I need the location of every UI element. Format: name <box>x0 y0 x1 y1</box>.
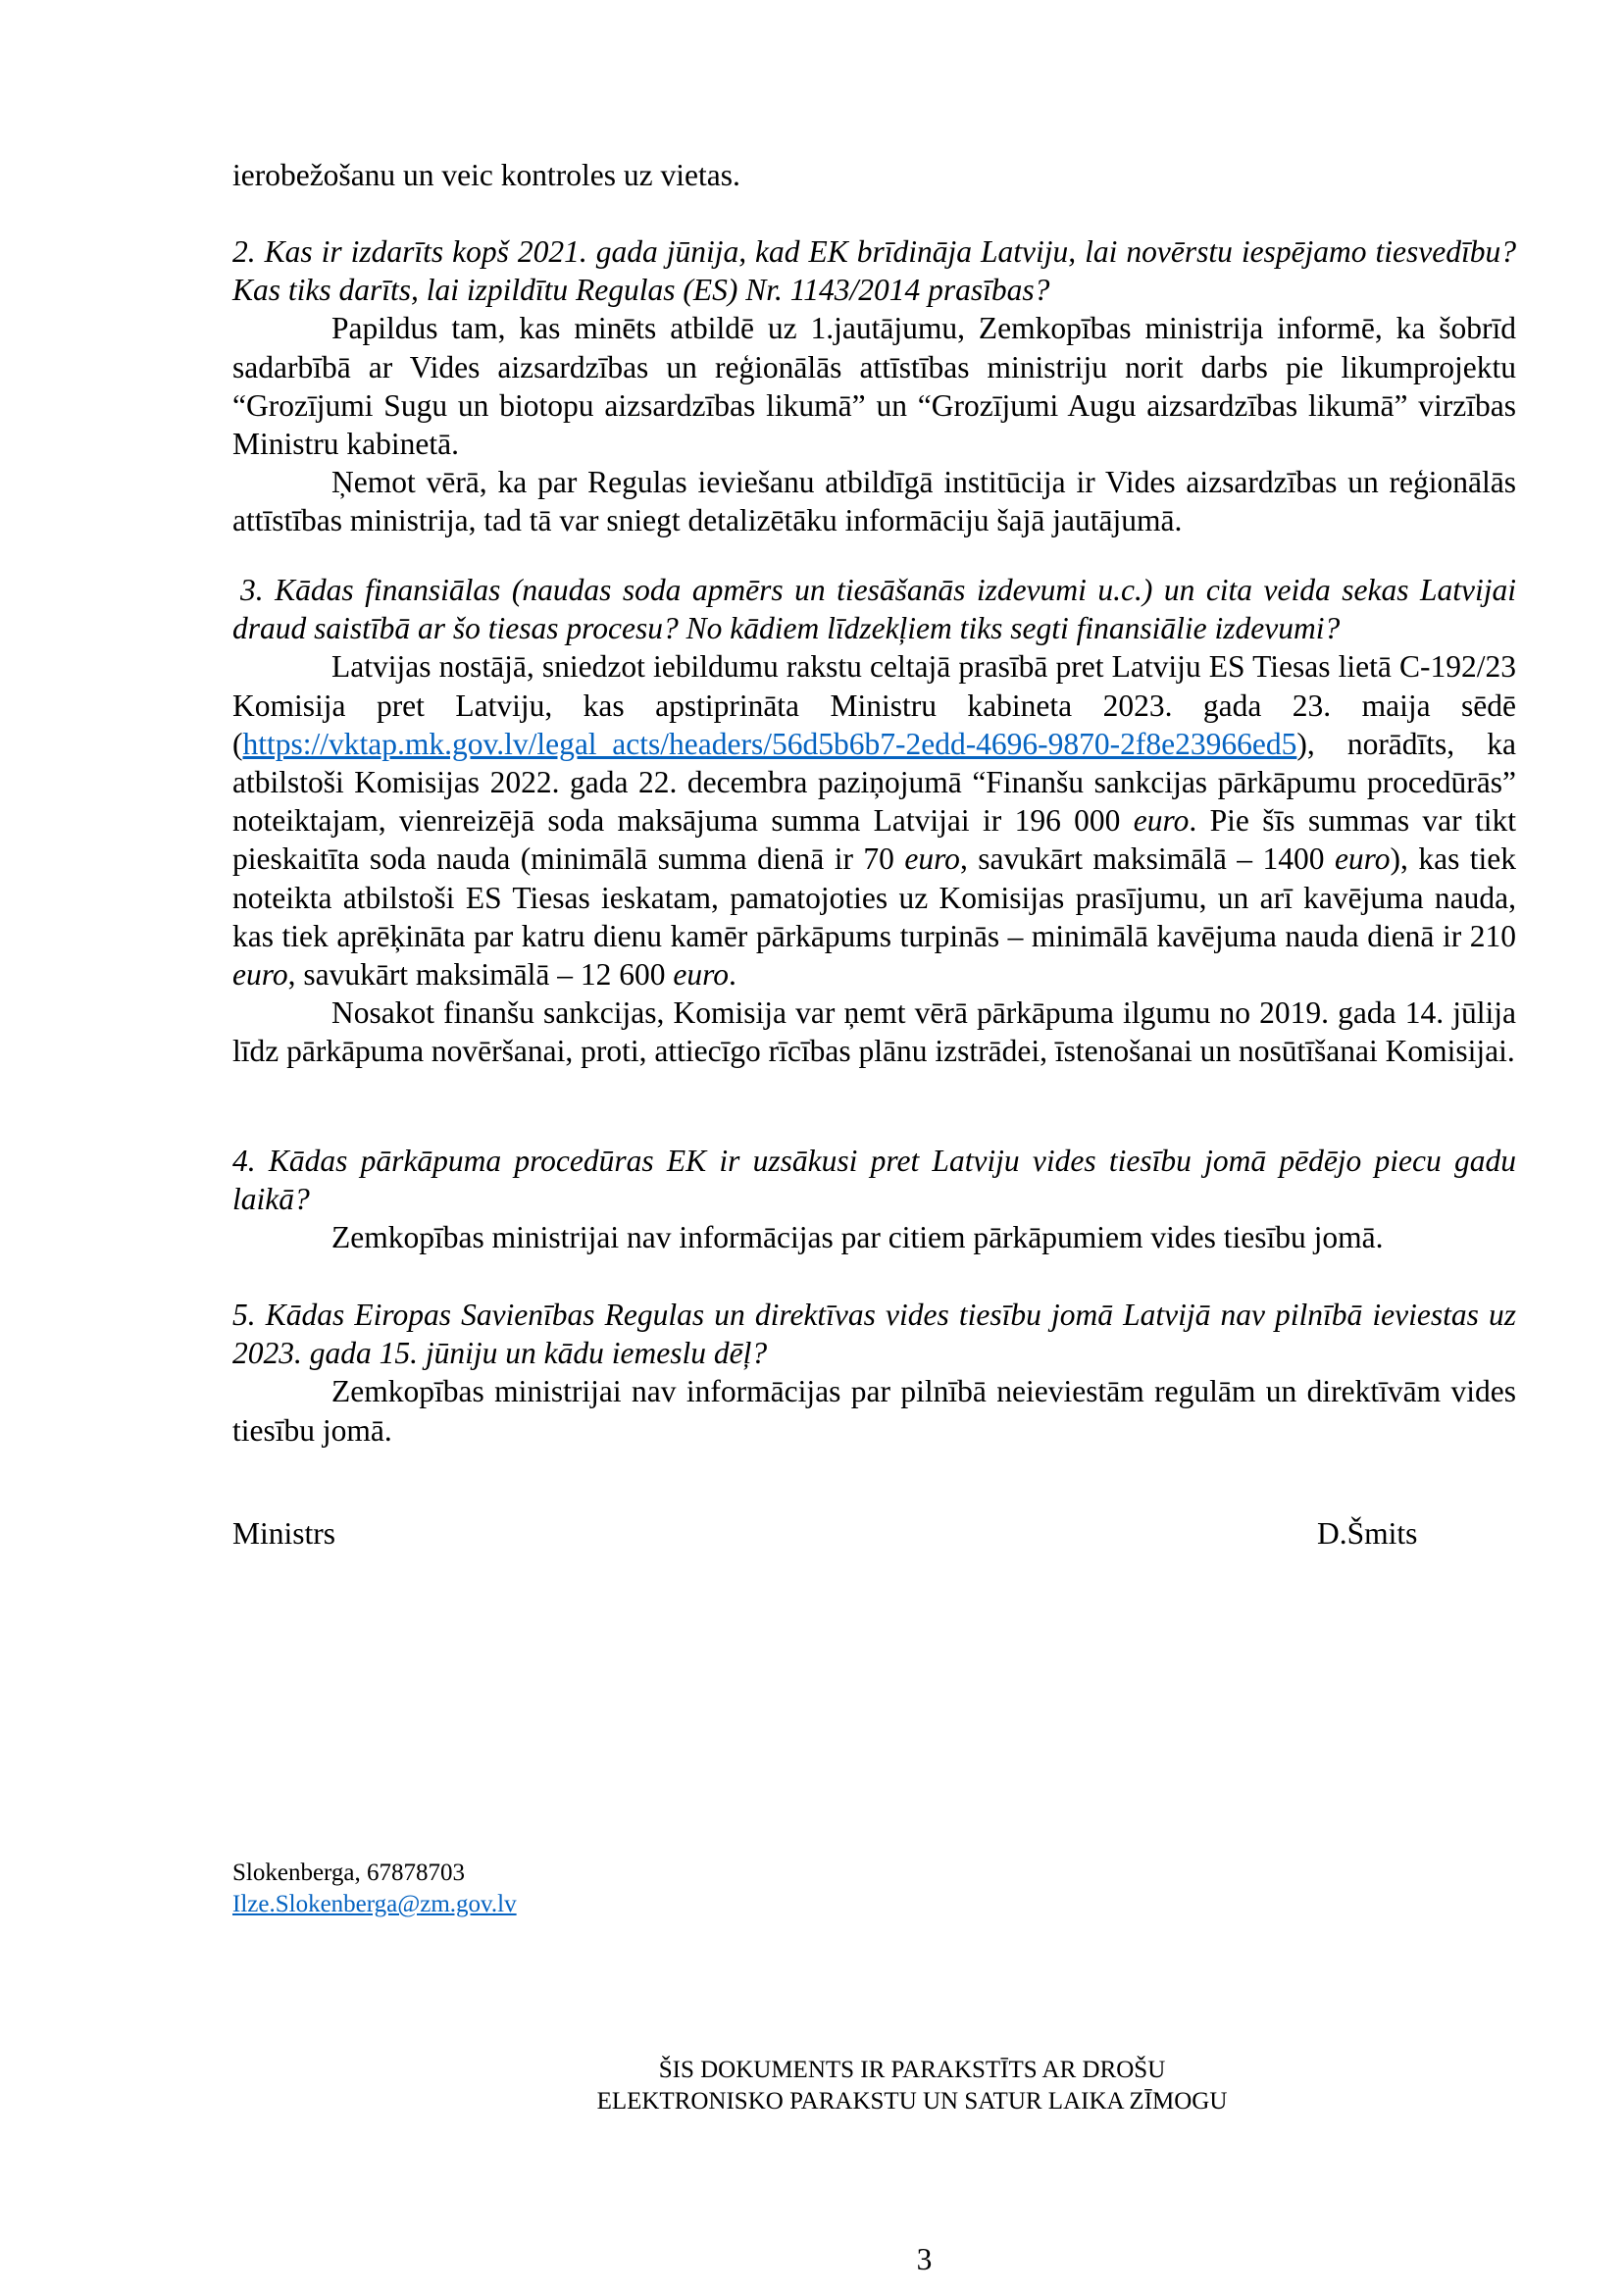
signature-name: D.Šmits <box>1317 1516 1418 1551</box>
question-4-section <box>232 1142 1516 1257</box>
euro-unit: euro <box>904 841 960 877</box>
notice-line-2: ELEKTRONISKO PARAKSTU UN SATUR LAIKA ZĪMOGU <box>596 2088 1228 2115</box>
question-2-section <box>232 232 1516 540</box>
signature-notice <box>392 2055 1432 2117</box>
answer-3-text-f: , savukārt maksimālā – 12 600 <box>287 957 674 993</box>
answer-3-paragraph-1 <box>232 647 1516 994</box>
contact-block <box>232 1858 517 1920</box>
answer-4: Zemkopības ministrijai nav informācijas par citiem pārkāpumiem vides tiesību jomā. <box>331 1220 1384 1255</box>
euro-unit: euro <box>1133 803 1190 839</box>
answer-3-text-b: ), norādīts, ka atbilstoši Komisijas 2022. gada 22. decembra paziņojumā “Finanšu sankcijas pārkāpumu procedūrās” noteiktajam, vienreizējā soda maksājuma summa Latvijai ir 196 000 <box>232 726 1516 839</box>
answer-3-text-e: ), kas tiek noteikta atbilstoši ES Tiesas ieskatam, pamatojoties uz Komisijas prasījumu, un arī kavējuma nauda, kas tiek aprēķināta par katru dienu kamēr pārkāpums turpinās – minimālā kavējuma nauda dienā ir 210 <box>232 841 1517 953</box>
legal-acts-link[interactable]: https://vktap.mk.gov.lv/legal_acts/headers/56d5b6b7-2edd-4696-9870-2f8e23966ed5 <box>242 726 1297 761</box>
continuation-text: ierobežošanu un veic kontroles uz vietas. <box>232 158 740 192</box>
contact-line: Slokenberga, 67878703 <box>232 1860 466 1886</box>
answer-3-paragraph-2: Nosakot finanšu sankcijas, Komisija var ņemt vērā pārkāpuma ilgumu no 2019. gada 14. jūlija līdz pārkāpuma novēršanai, proti, attiecīgo rīcības plānu izstrādei, īstenošanai un nosūtīšanai Komisijai. <box>232 995 1516 1069</box>
page-number: 3 <box>916 2242 933 2276</box>
answer-3-text-d: , savukārt maksimālā – 1400 <box>959 841 1335 877</box>
notice-line-1: ŠIS DOKUMENTS IR PARAKSTĪTS AR DROŠU <box>658 2057 1166 2083</box>
question-5: 5. Kādas Eiropas Savienības Regulas un direktīvas vides tiesību jomā Latvijā nav pilnībā ieviestas uz 2023. gada 15. jūniju un kādu iemeslu dēļ? <box>232 1298 1516 1371</box>
answer-5: Zemkopības ministrijai nav informācijas par pilnībā neieviestām regulām un direktīvām vides tiesību jomā. <box>232 1374 1516 1448</box>
question-4: 4. Kādas pārkāpuma procedūras EK ir uzsākusi pret Latviju vides tiesību jomā pēdējo piecu gadu laikā? <box>232 1144 1516 1217</box>
question-3: 3. Kādas finansiālas (naudas soda apmērs un tiesāšanās izdevumi u.c.) un cita veida sekas Latvijai draud saistībā ar šo tiesas procesu? No kādiem līdzekļiem tiks segti finansiālie izdevumi? <box>232 573 1516 646</box>
question-2: 2. Kas ir izdarīts kopš 2021. gada jūnija, kad EK brīdināja Latviju, lai novērstu iespējamo tiesvedību? Kas tiks darīts, lai izpildītu Regulas (ES) Nr. 1143/2014 prasības? <box>232 234 1516 308</box>
answer-3-text-c: . Pie šīs summas var tikt pieskaitīta soda nauda (minimālā summa dienā ir 70 <box>232 803 1517 877</box>
question-3-section <box>232 571 1516 1071</box>
answer-3-text-g: . <box>728 957 736 993</box>
signature-title: Ministrs <box>232 1516 336 1551</box>
euro-unit: euro <box>673 957 729 993</box>
question-5-section <box>232 1296 1516 1450</box>
continuation-block <box>232 156 1516 194</box>
euro-unit: euro <box>232 957 288 993</box>
euro-unit: euro <box>1334 841 1391 877</box>
answer-3-text-a: Latvijas nostājā, sniedzot iebildumu rakstu celtajā prasībā pret Latviju ES Tiesas lietā C-192/23 Komisija pret Latviju, kas apstiprināta Ministru kabineta 2023. gada 23. maija sēdē ( <box>232 649 1516 761</box>
answer-2-paragraph-2: Ņemot vērā, ka par Regulas ieviešanu atbildīgā institūcija ir Vides aizsardzības un reģionālās attīstības ministrija, tad tā var sniegt detalizētāku informāciju šajā jautājumā. <box>232 465 1516 538</box>
contact-email-link[interactable]: Ilze.Slokenberga@zm.gov.lv <box>232 1891 517 1917</box>
answer-2-paragraph-1: Papildus tam, kas minēts atbildē uz 1.jautājumu, Zemkopības ministrija informē, ka šobrīd sadarbībā ar Vides aizsardzības un reģionālās attīstības ministriju norit darbs pie likumprojektu “Grozījumi Sugu un biotopu aizsardzības likumā” un “Grozījumi Augu aizsardzības likumā” virzības Ministru kabinetā. <box>232 311 1516 462</box>
